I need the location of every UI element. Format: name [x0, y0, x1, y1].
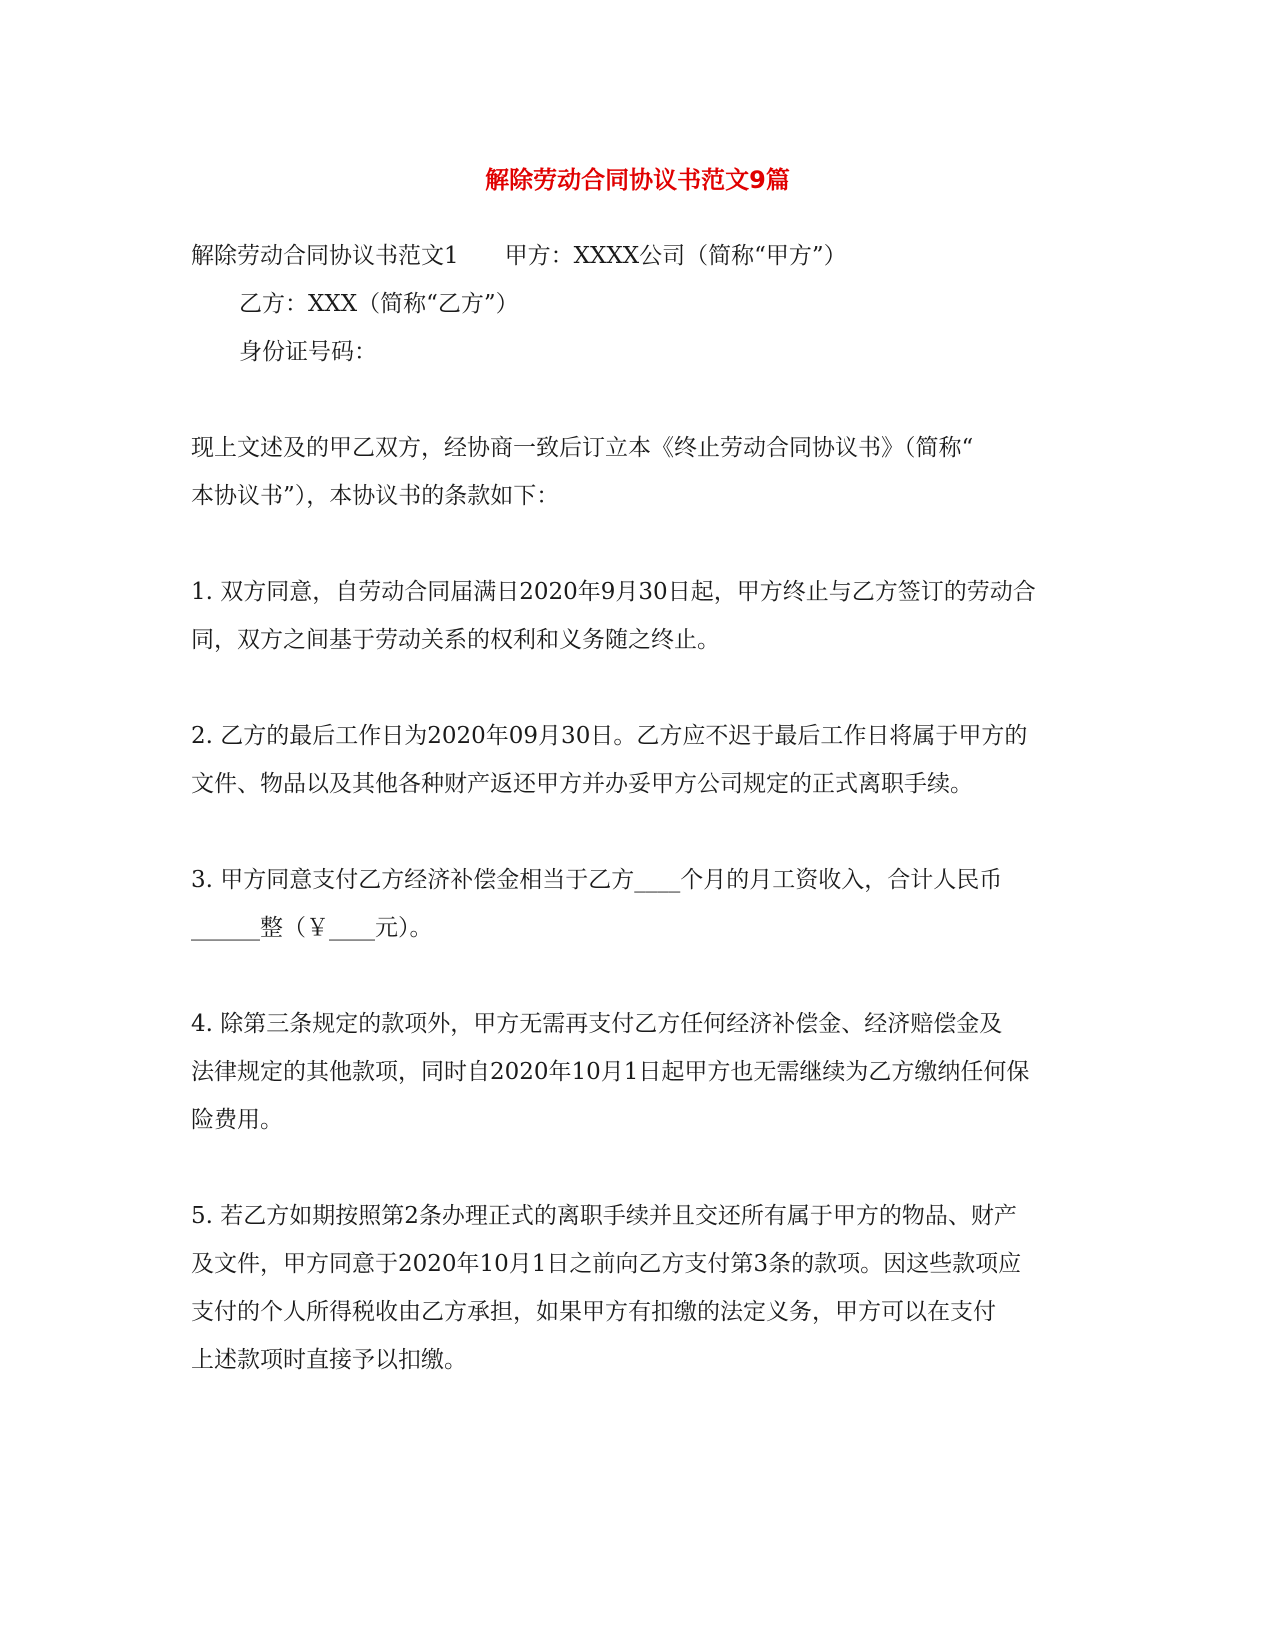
paragraph-gap: [191, 808, 1081, 856]
clause-line: 法律规定的其他款项，同时自2020年10月1日起甲方也无需继续为乙方缴纳任何保: [191, 1059, 1030, 1085]
clause-line: 1. 双方同意，自劳动合同届满日2020年9月30日起，甲方终止与乙方签订的劳动合: [191, 579, 1036, 605]
clause-line: 支付的个人所得税收由乙方承担，如果甲方有扣缴的法定义务，甲方可以在支付: [191, 1299, 996, 1325]
clause-line: 5. 若乙方如期按照第2条办理正式的离职手续并且交还所有属于甲方的物品、财产: [191, 1203, 1017, 1229]
clause-5: [191, 1192, 1081, 1384]
paragraph-gap: [191, 952, 1081, 1000]
paragraph-gap: [191, 664, 1081, 712]
intro-line: 本协议书”），本协议书的条款如下：: [191, 483, 560, 509]
paragraph-gap: [191, 520, 1081, 568]
clause-2: [191, 712, 1081, 808]
clause-line: 文件、物品以及其他各种财产返还甲方并办妥甲方公司规定的正式离职手续。: [191, 771, 973, 797]
clause-3: [191, 856, 1081, 952]
clause-line: 险费用。: [191, 1107, 283, 1133]
clause-line: ______整（￥____元）。: [191, 915, 433, 941]
paragraph-gap: [191, 376, 1081, 424]
header-line: 解除劳动合同协议书范文1 甲方：XXXX公司（简称“甲方”）: [191, 243, 847, 269]
clause-4: [191, 1000, 1081, 1144]
clause-line: 同，双方之间基于劳动关系的权利和义务随之终止。: [191, 627, 720, 653]
id-number-line: 身份证号码：: [239, 339, 377, 365]
document-title: 解除劳动合同协议书范文9篇: [485, 166, 790, 194]
intro-paragraph: [191, 424, 1081, 520]
clause-1: [191, 568, 1081, 664]
intro-line: 现上文述及的甲乙双方，经协商一致后订立本《终止劳动合同协议书》（简称“: [191, 435, 974, 461]
clause-line: 2. 乙方的最后工作日为2020年09月30日。乙方应不迟于最后工作日将属于甲方的: [191, 723, 1028, 749]
paragraph-gap: [191, 1144, 1081, 1192]
clause-line: 及文件，甲方同意于2020年10月1日之前向乙方支付第3条的款项。因这些款项应: [191, 1251, 1022, 1277]
document-body: [191, 232, 1081, 1384]
party-b-line: 乙方：XXX（简称“乙方”）: [239, 291, 519, 317]
clause-line: 3. 甲方同意支付乙方经济补偿金相当于乙方____个月的月工资收入，合计人民币: [191, 867, 1003, 893]
clause-line: 4. 除第三条规定的款项外，甲方无需再支付乙方任何经济补偿金、经济赔偿金及: [191, 1011, 1003, 1037]
clause-line: 上述款项时直接予以扣缴。: [191, 1347, 467, 1373]
